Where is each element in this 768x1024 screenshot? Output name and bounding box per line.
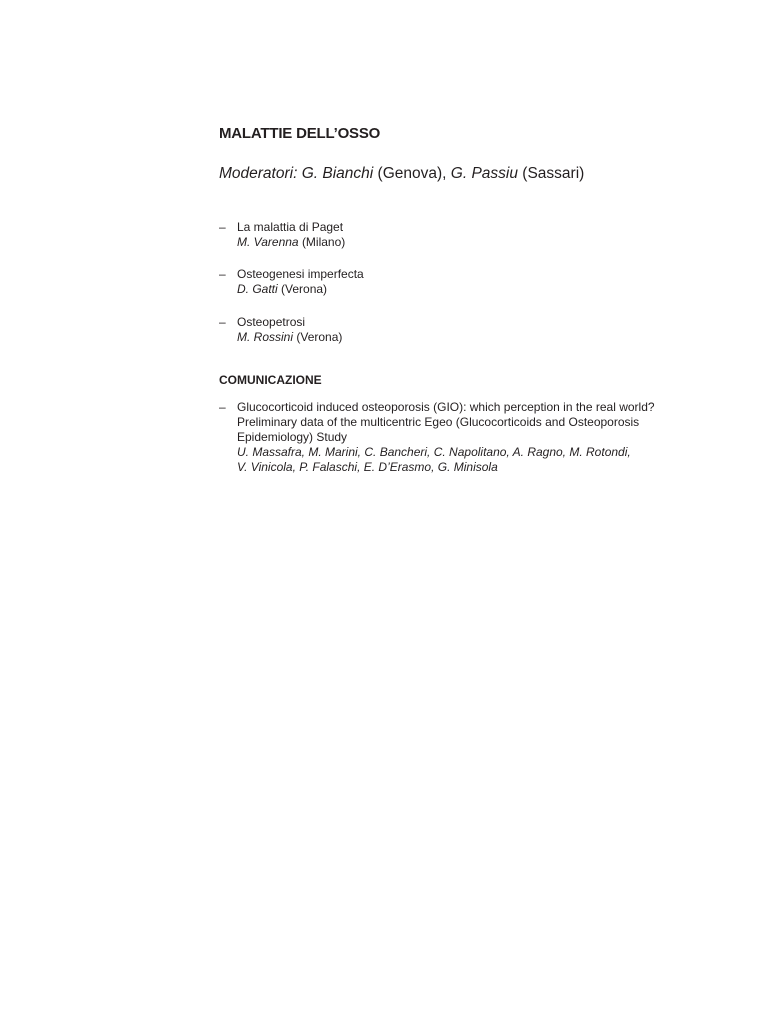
talk-affiliation: (Verona) <box>296 330 343 344</box>
list-dash: – <box>219 400 226 414</box>
section-title: MALATTIE DELL’OSSO <box>219 125 381 142</box>
moderator-2-name: G. Passiu <box>450 165 518 182</box>
communication-item <box>219 400 659 475</box>
moderator-1-name: G. Bianchi <box>301 165 374 182</box>
list-dash: – <box>219 315 226 329</box>
communication-authors-line-2: V. Vinicola, P. Falaschi, E. D’Erasmo, G. Minisola <box>237 460 498 474</box>
talk-affiliation: (Verona) <box>281 282 328 296</box>
list-dash: – <box>219 267 226 281</box>
communication-heading: COMUNICAZIONE <box>219 373 322 387</box>
moderators-label: Moderatori: <box>219 165 298 182</box>
talk-item <box>219 315 689 345</box>
talk-speaker: D. Gatti <box>237 282 278 296</box>
talk-speaker: M. Varenna <box>237 235 299 249</box>
talk-title: Osteogenesi imperfecta <box>237 267 364 281</box>
talk-title: La malattia di Paget <box>237 220 344 234</box>
talk-speaker: M. Rossini <box>237 330 294 344</box>
talk-item <box>219 220 689 250</box>
moderators-line <box>219 165 584 183</box>
communication-authors-line-1: U. Massafra, M. Marini, C. Bancheri, C. Napolitano, A. Ragno, M. Rotondi, <box>237 445 631 459</box>
talk-title: Osteopetrosi <box>237 315 306 329</box>
list-dash: – <box>219 220 226 234</box>
talk-item <box>219 267 689 297</box>
talk-affiliation: (Milano) <box>301 235 346 249</box>
communication-title: Glucocorticoid induced osteoporosis (GIO): which perception in the real world? Preliminary data of the multicentric Egeo (Glucocorticoids and Osteoporosis Epidemiology) Study <box>237 400 655 444</box>
moderator-1-city: (Genova), <box>377 165 447 182</box>
moderator-2-city: (Sassari) <box>522 165 585 182</box>
